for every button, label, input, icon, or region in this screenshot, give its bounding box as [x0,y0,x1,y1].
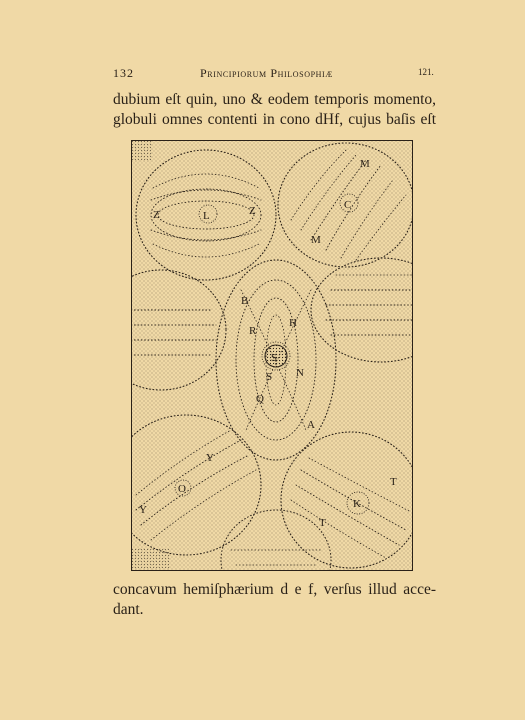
running-header [0,66,525,82]
running-title: Principiorum Philosophiæ [200,66,333,80]
paragraph-bottom [113,580,436,620]
label-K: K [353,498,361,510]
section-number: 121. [418,67,434,77]
label-L: L [203,210,210,222]
label-C: C [344,199,352,211]
label-O: O [178,483,186,495]
label-T: T [319,517,326,529]
paragraph-top [113,90,436,130]
label-Z: Z [153,209,160,221]
label-A: A [307,419,315,431]
label-Y: Y [206,452,214,464]
vortex-diagram-svg [131,140,413,571]
label-B: B [241,295,249,307]
label-H: H [289,317,297,329]
label-T: T [390,476,397,488]
label-Q: Q [256,393,264,405]
text-line: globuli omnes contenti in cono dHf, cujus baſis eſt [113,111,436,128]
vortex-diagram [131,140,413,571]
label-R: R [249,325,257,337]
label-Y: Y [139,504,147,516]
label-M: M [311,234,321,246]
text-line: dant. [113,601,144,618]
text-line: dubium eſt quin, uno & eodem temporis momento, [113,91,436,108]
label-N: N [296,367,304,379]
label-Z: Z [249,205,256,217]
label-S: S [271,352,278,364]
text-line: concavum hemiſphærium d e f, verſus illud acce- [113,581,436,598]
label-S: S [266,371,273,383]
label-M: M [360,158,370,170]
page-number: 132 [113,66,134,80]
